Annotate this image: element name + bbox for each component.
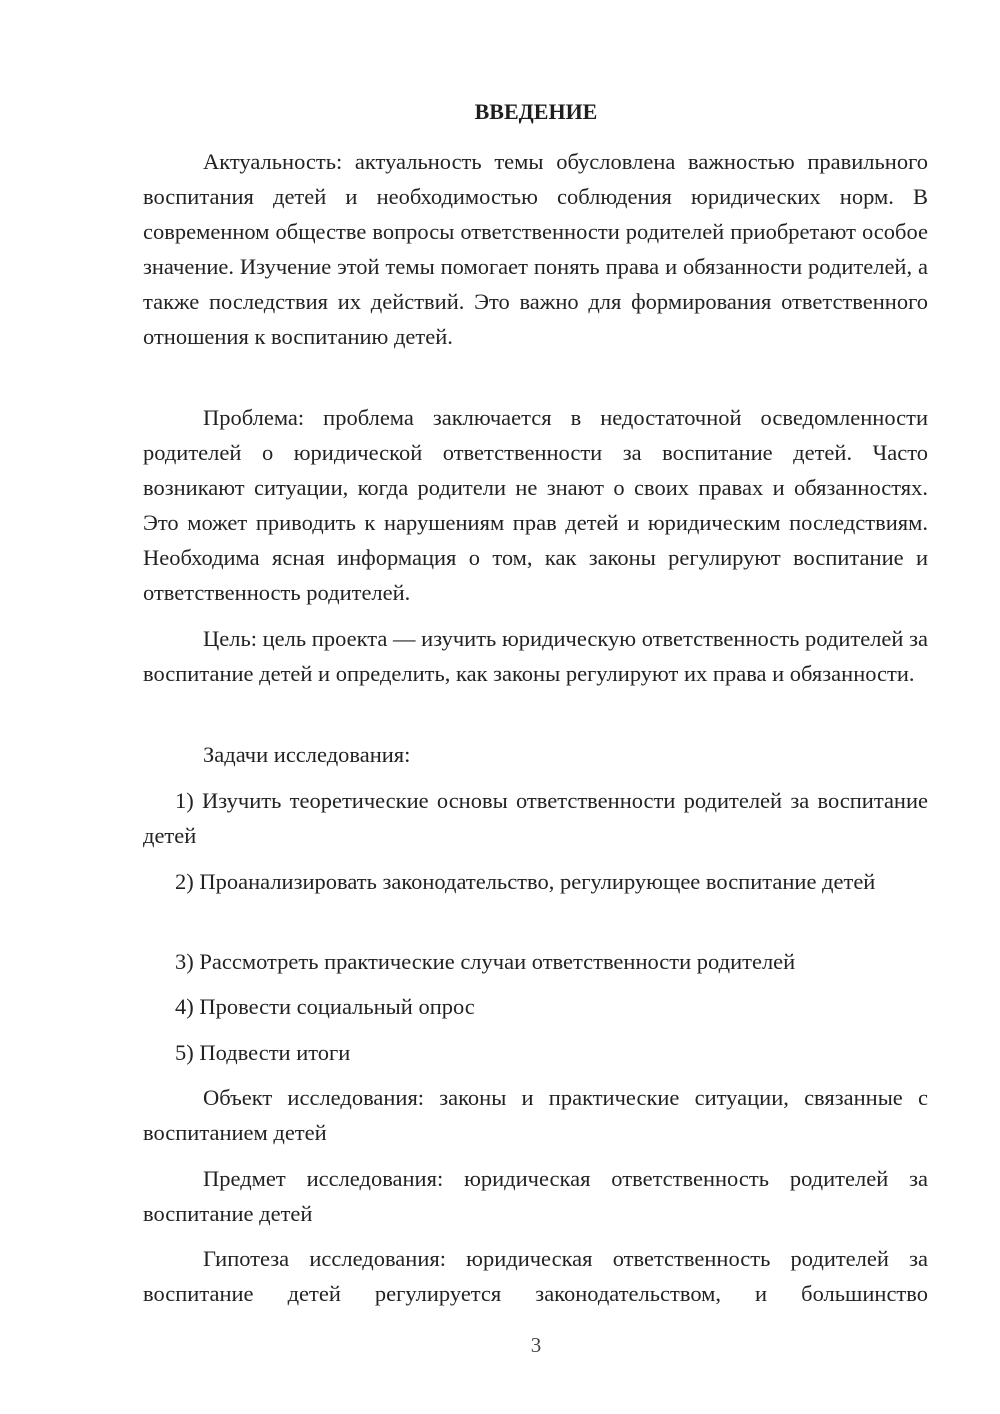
paragraph-object: Объект исследования: законы и практические ситуации, связанные с воспитанием детей <box>143 1085 928 1145</box>
page-number: 3 <box>530 1333 542 1357</box>
section-heading: ВВЕДЕНИЕ <box>474 99 598 124</box>
paragraph-hypothesis: Гипотеза исследования: юридическая ответственность родителей за воспитание детей регулируется законодательством, и большинство <box>143 1246 928 1306</box>
paragraph-relevance: Актуальность: актуальность темы обусловлена важностью правильного воспитания детей и необходимостью соблюдения юридических норм. В современном обществе вопросы ответственности родителей приобретают особое значение. Изучение этой темы помогает понять права и обязанности родителей, а также последствия их действий. Это важно для формирования ответственного отношения к воспитанию детей. <box>143 149 928 349</box>
task-item-1: 1) Изучить теоретические основы ответственности родителей за воспитание детей <box>143 788 928 848</box>
task-item-3: 3) Рассмотреть практические случаи ответственности родителей <box>175 949 796 974</box>
task-item-5: 5) Подвести итоги <box>175 1040 351 1065</box>
paragraph-subject: Предмет исследования: юридическая ответственность родителей за воспитание детей <box>143 1166 928 1226</box>
task-item-4: 4) Провести социальный опрос <box>175 994 475 1019</box>
paragraph-tasks-intro: Задачи исследования: <box>203 742 411 767</box>
paragraph-goal: Цель: цель проекта — изучить юридическую ответственность родителей за воспитание детей и определить, как законы регулируют их права и обязанности. <box>143 626 928 686</box>
paragraph-problem: Проблема: проблема заключается в недостаточной осведомленности родителей о юридической ответственности за воспитание детей. Часто возникают ситуации, когда родители не знают о своих правах и обязанностях. Это может приводить к нарушениям прав детей и юридическим последствиям. Необходима ясная информация о том, как законы регулируют воспитание и ответственность родителей. <box>143 405 928 605</box>
task-item-2: 2) Проанализировать законодательство, регулирующее воспитание детей <box>175 869 876 894</box>
